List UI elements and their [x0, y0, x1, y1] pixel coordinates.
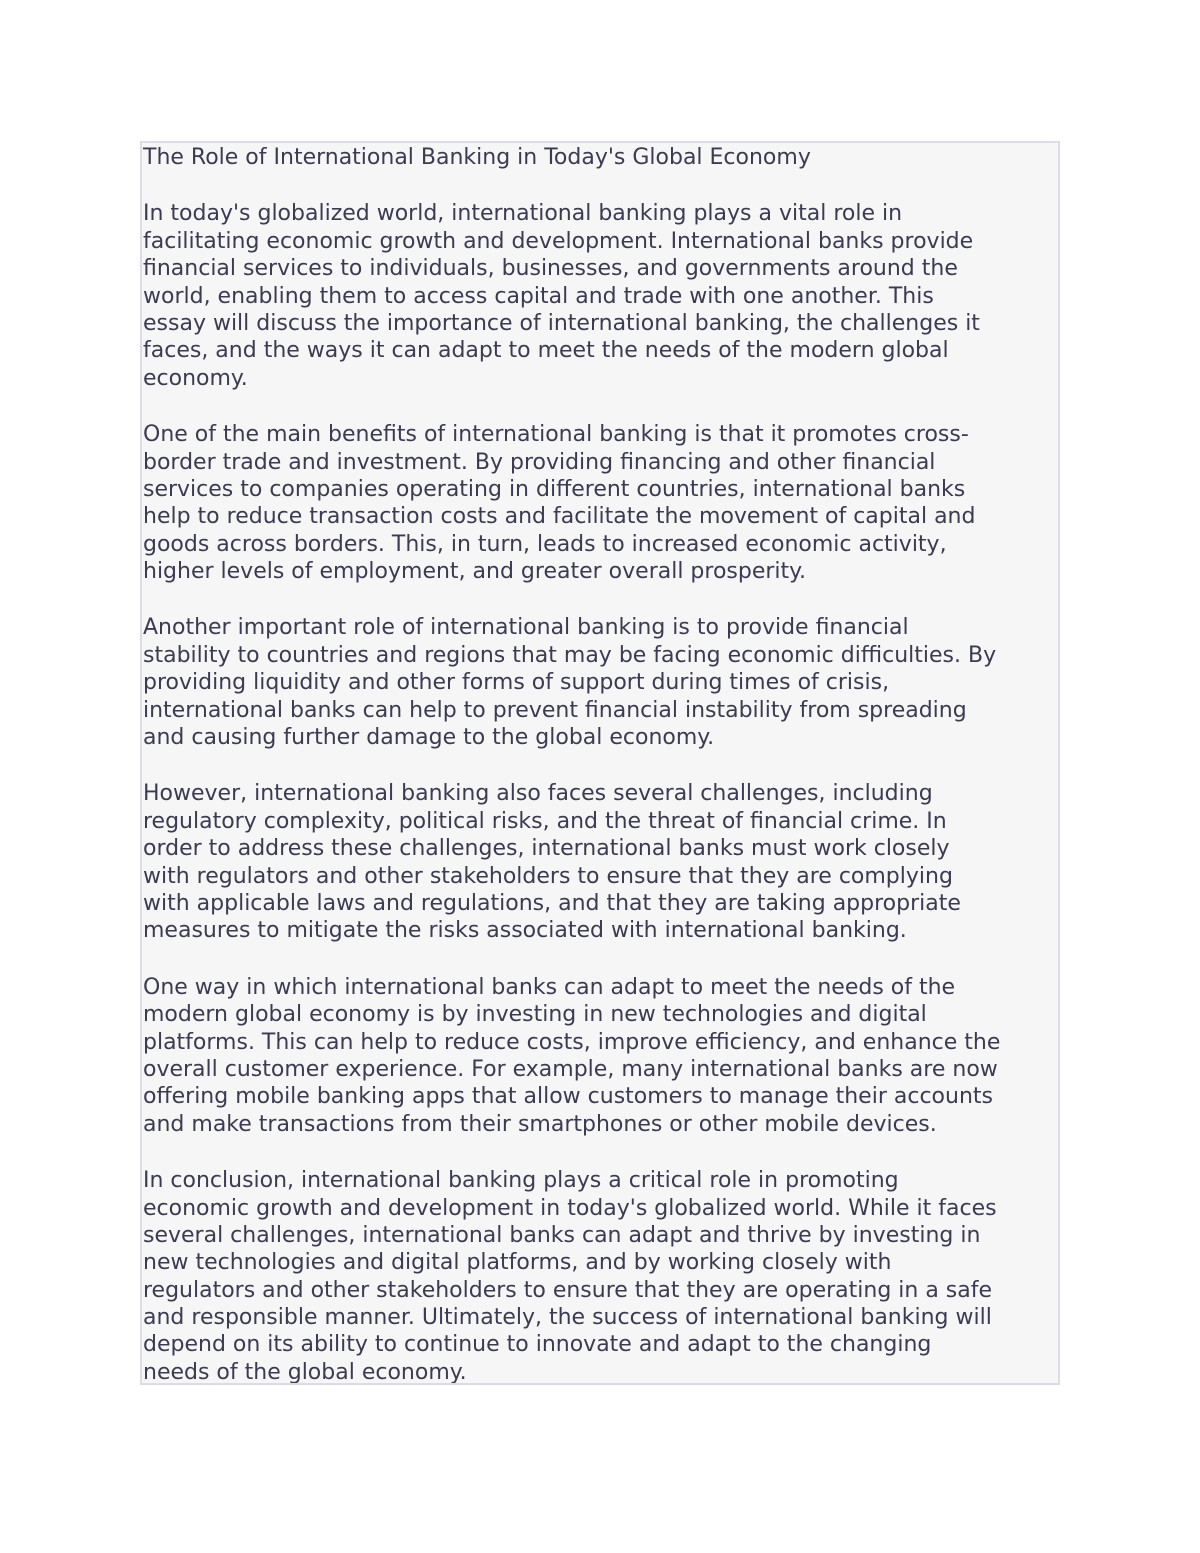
- paragraph-line: economic growth and development in today's globalized world. While it faces: [143, 1195, 997, 1221]
- paragraph-line: financial services to individuals, businesses, and governments around the: [143, 256, 958, 282]
- paragraph-line: providing liquidity and other forms of support during times of crisis,: [143, 670, 890, 696]
- paragraph-spacer: [143, 585, 1058, 614]
- paragraph-line: modern global economy is by investing in new technologies and digital: [143, 1002, 927, 1028]
- essay-paragraph: [143, 1167, 1058, 1385]
- paragraph-line: economy.: [143, 365, 248, 391]
- paragraph-line: One way in which international banks can adapt to meet the needs of the: [143, 974, 956, 1000]
- essay-text-box: [140, 141, 1060, 1385]
- paragraph-spacer: [143, 392, 1058, 421]
- paragraph-line: and causing further damage to the global economy.: [143, 725, 715, 751]
- essay-paragraph: [143, 780, 1058, 944]
- paragraph-line: overall customer experience. For example, many international banks are now: [143, 1056, 998, 1082]
- paragraph-line: One of the main benefits of international banking is that it promotes cross-: [143, 422, 969, 448]
- paragraph-line: world, enabling them to access capital and trade with one another. This: [143, 283, 934, 309]
- paragraph-line: international banks can help to prevent financial instability from spreading: [143, 697, 967, 723]
- paragraph-line: new technologies and digital platforms, and by working closely with: [143, 1250, 892, 1276]
- essay-paragraph: [143, 614, 1058, 751]
- paragraph-line: and responsible manner. Ultimately, the success of international banking will: [143, 1305, 992, 1331]
- paragraph-line: stability to countries and regions that may be facing economic difficulties. By: [143, 642, 997, 668]
- paragraph-line: In today's globalized world, international banking plays a vital role in: [143, 201, 903, 227]
- paragraph-line: needs of the global economy.: [143, 1359, 467, 1385]
- essay-paragraph: [143, 974, 1058, 1138]
- paragraph-line: However, international banking also faces several challenges, including: [143, 781, 933, 807]
- paragraph-line: regulators and other stakeholders to ensure that they are operating in a safe: [143, 1277, 993, 1303]
- paragraph-line: services to companies operating in different countries, international banks: [143, 476, 966, 502]
- paragraph-line: border trade and investment. By providing financing and other financial: [143, 449, 936, 475]
- paragraph-line: In conclusion, international banking plays a critical role in promoting: [143, 1168, 899, 1194]
- paragraph-line: with applicable laws and regulations, and that they are taking appropriate: [143, 890, 961, 916]
- paragraph-line: essay will discuss the importance of international banking, the challenges it: [143, 310, 980, 336]
- paragraph-spacer: [143, 751, 1058, 780]
- paragraph-line: Another important role of international banking is to provide financial: [143, 615, 909, 641]
- paragraph-line: facilitating economic growth and development. International banks provide: [143, 228, 974, 254]
- paragraph-line: regulatory complexity, political risks, and the threat of financial crime. In: [143, 808, 947, 834]
- essay-body: [143, 144, 1058, 1385]
- paragraph-line: order to address these challenges, international banks must work closely: [143, 836, 950, 862]
- essay-title: The Role of International Banking in Today's Global Economy: [143, 145, 811, 170]
- paragraph-line: depend on its ability to continue to innovate and adapt to the changing: [143, 1332, 932, 1358]
- paragraph-line: help to reduce transaction costs and facilitate the movement of capital and: [143, 504, 976, 530]
- essay-paragraph: [143, 200, 1058, 392]
- paragraph-line: offering mobile banking apps that allow customers to manage their accounts: [143, 1084, 993, 1110]
- paragraph-spacer: [143, 945, 1058, 974]
- paragraph-line: higher levels of employment, and greater overall prosperity.: [143, 559, 807, 585]
- essay-paragraph: [143, 421, 1058, 585]
- paragraph-line: faces, and the ways it can adapt to meet the needs of the modern global: [143, 338, 949, 364]
- paragraph-spacer: [143, 1138, 1058, 1167]
- paragraph-line: platforms. This can help to reduce costs, improve efficiency, and enhance the: [143, 1029, 1001, 1055]
- paragraph-spacer: [143, 171, 1058, 200]
- paragraph-line: measures to mitigate the risks associated with international banking.: [143, 918, 907, 944]
- paragraph-line: goods across borders. This, in turn, leads to increased economic activity,: [143, 531, 947, 557]
- paragraph-line: and make transactions from their smartphones or other mobile devices.: [143, 1111, 937, 1137]
- paragraph-line: with regulators and other stakeholders to ensure that they are complying: [143, 863, 953, 889]
- paragraph-line: several challenges, international banks can adapt and thrive by investing in: [143, 1222, 981, 1248]
